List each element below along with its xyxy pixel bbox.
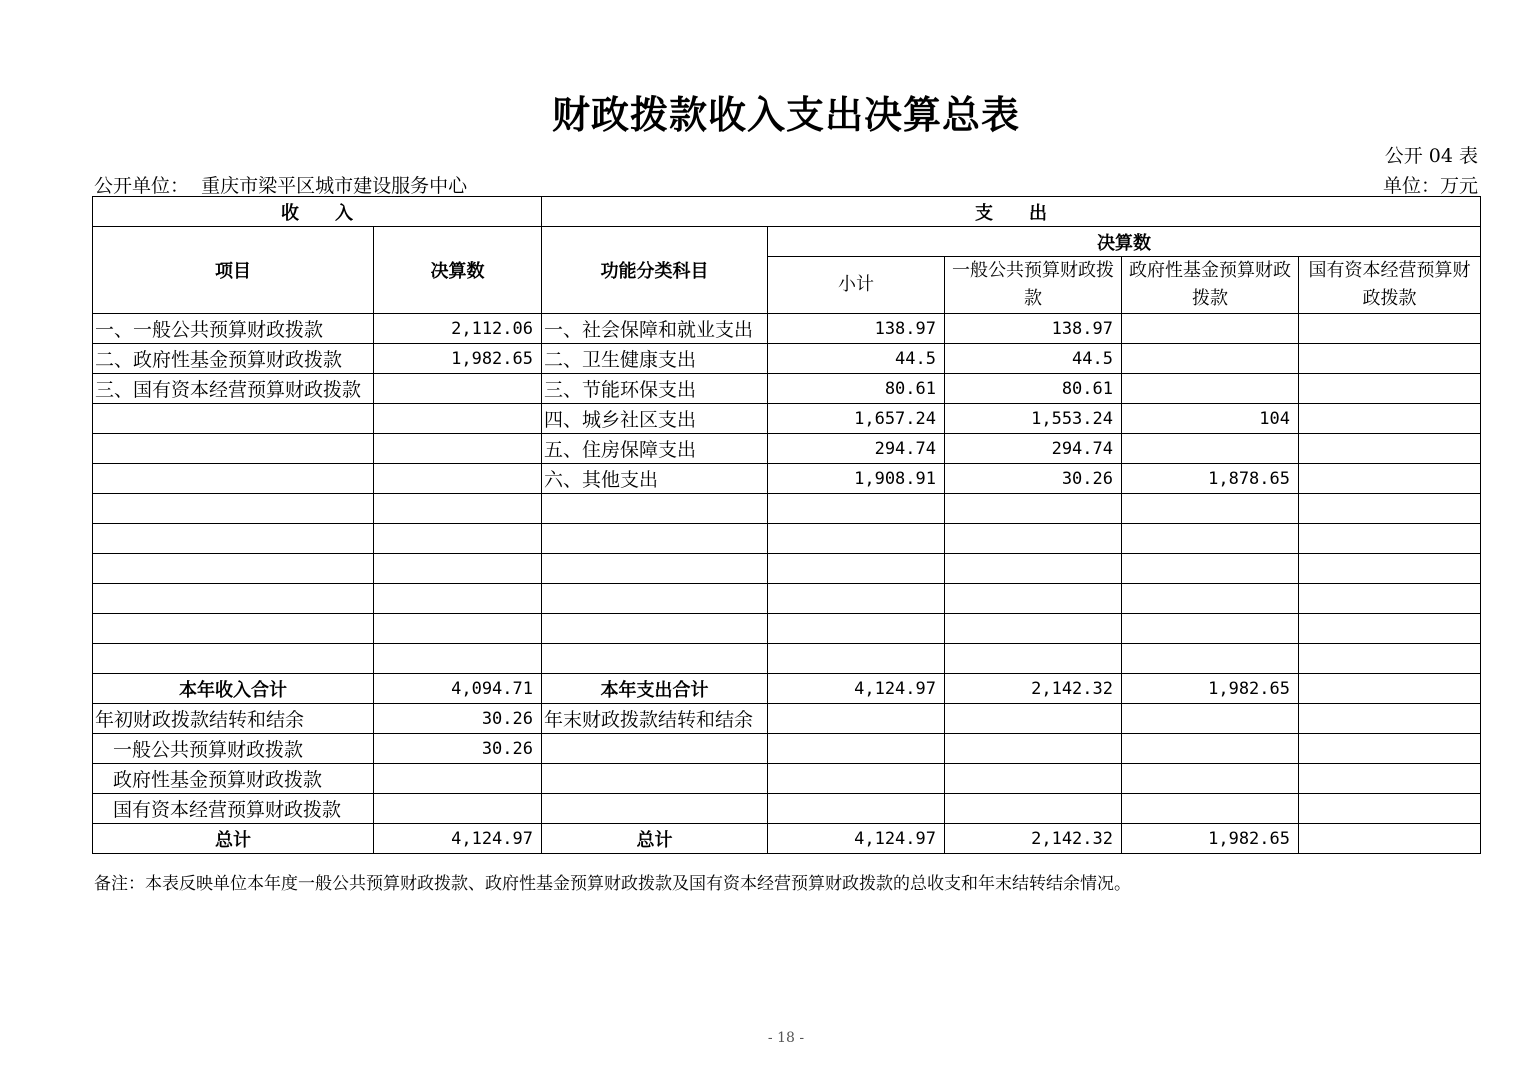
carryover-expense-value <box>945 764 1122 794</box>
expense-item <box>542 554 768 584</box>
income-item: 三、国有资本经营预算财政拨款 <box>93 374 374 404</box>
expense-fund <box>1122 554 1299 584</box>
expense-fund <box>1122 374 1299 404</box>
form-number: 公开 04 表 <box>1384 145 1478 167</box>
fund-budget-header: 政府性基金预算财政拨款 <box>1122 257 1299 314</box>
function-category-header: 功能分类科目 <box>542 227 768 314</box>
expense-fund <box>1122 584 1299 614</box>
unit-row <box>94 171 1478 195</box>
income-total-label: 本年收入合计 <box>93 674 374 704</box>
expense-general: 80.61 <box>945 374 1122 404</box>
expense-state <box>1299 644 1481 674</box>
carryover-expense-value <box>1299 734 1481 764</box>
expense-total-state <box>1299 824 1481 854</box>
carryover-expense-value <box>945 704 1122 734</box>
carryover-row <box>93 734 1481 764</box>
expense-fund <box>1122 644 1299 674</box>
expense-item: 三、节能环保支出 <box>542 374 768 404</box>
expense-state <box>1299 314 1481 344</box>
carryover-income-amount <box>374 764 542 794</box>
carryover-expense-value <box>945 734 1122 764</box>
expense-state <box>1299 524 1481 554</box>
page-number: - 18 - <box>767 1030 805 1046</box>
expense-fund <box>1122 614 1299 644</box>
table-row <box>93 344 1481 374</box>
page-title: 财政拨款收入支出决算总表 <box>551 93 1020 137</box>
income-item <box>93 464 374 494</box>
expense-general <box>945 614 1122 644</box>
expense-total-subtotal: 4,124.97 <box>768 674 945 704</box>
expense-general <box>945 584 1122 614</box>
grand-total-row <box>93 824 1481 854</box>
carryover-expense-value <box>1122 704 1299 734</box>
carryover-expense-item: 年末财政拨款结转和结余 <box>542 704 768 734</box>
expense-state <box>1299 494 1481 524</box>
income-item <box>93 554 374 584</box>
unit-info <box>94 171 467 198</box>
expense-subtotal <box>768 524 945 554</box>
expense-item: 五、住房保障支出 <box>542 434 768 464</box>
table-row <box>93 584 1481 614</box>
table-row <box>93 314 1481 344</box>
expense-fund: 1,878.65 <box>1122 464 1299 494</box>
carryover-income-item: 政府性基金预算财政拨款 <box>93 764 374 794</box>
expense-total-fund: 1,982.65 <box>1122 824 1299 854</box>
footnote: 备注：本表反映单位本年度一般公共预算财政拨款、政府性基金预算财政拨款及国有资本经营预算财政拨款的总收支和年末结转结余情况。 <box>94 874 1131 894</box>
expense-general <box>945 644 1122 674</box>
income-amount <box>374 494 542 524</box>
table-row <box>93 404 1481 434</box>
expense-subtotal <box>768 494 945 524</box>
table-row <box>93 644 1481 674</box>
carryover-row <box>93 764 1481 794</box>
expense-general <box>945 494 1122 524</box>
expense-subtotal: 80.61 <box>768 374 945 404</box>
unit-label: 公开单位： <box>94 175 190 197</box>
carryover-income-amount: 30.26 <box>374 734 542 764</box>
income-amount-header: 决算数 <box>374 227 542 314</box>
income-total-label: 总计 <box>93 824 374 854</box>
year-total-row <box>93 674 1481 704</box>
expense-fund <box>1122 494 1299 524</box>
expense-total-general: 2,142.32 <box>945 824 1122 854</box>
expense-general: 294.74 <box>945 434 1122 464</box>
income-item <box>93 644 374 674</box>
income-item <box>93 614 374 644</box>
income-amount <box>374 524 542 554</box>
carryover-expense-value <box>768 764 945 794</box>
carryover-expense-value <box>768 794 945 824</box>
income-item <box>93 434 374 464</box>
carryover-row <box>93 704 1481 734</box>
income-amount <box>374 644 542 674</box>
expense-state <box>1299 434 1481 464</box>
expense-state <box>1299 464 1481 494</box>
expense-general <box>945 554 1122 584</box>
table-row <box>93 524 1481 554</box>
income-total-amount: 4,094.71 <box>374 674 542 704</box>
final-amount-header: 决算数 <box>768 227 1481 257</box>
expense-fund <box>1122 434 1299 464</box>
item-header: 项目 <box>93 227 374 314</box>
carryover-expense-value <box>1299 704 1481 734</box>
carryover-expense-value <box>1122 734 1299 764</box>
expense-state <box>1299 614 1481 644</box>
carryover-income-amount <box>374 794 542 824</box>
income-item <box>93 584 374 614</box>
income-amount: 1,982.65 <box>374 344 542 374</box>
carryover-expense-value <box>1122 764 1299 794</box>
expense-total-fund: 1,982.65 <box>1122 674 1299 704</box>
expense-subtotal <box>768 584 945 614</box>
expense-item: 一、社会保障和就业支出 <box>542 314 768 344</box>
expense-fund <box>1122 314 1299 344</box>
expense-state <box>1299 554 1481 584</box>
expense-subtotal <box>768 614 945 644</box>
expense-general: 30.26 <box>945 464 1122 494</box>
expense-total-general: 2,142.32 <box>945 674 1122 704</box>
expense-state <box>1299 344 1481 374</box>
expense-fund: 104 <box>1122 404 1299 434</box>
expense-subtotal <box>768 554 945 584</box>
expense-fund <box>1122 344 1299 374</box>
expense-general: 1,553.24 <box>945 404 1122 434</box>
expense-subtotal: 1,908.91 <box>768 464 945 494</box>
income-header: 收 入 <box>93 197 542 227</box>
income-item <box>93 524 374 554</box>
carryover-income-amount: 30.26 <box>374 704 542 734</box>
expense-total-state <box>1299 674 1481 704</box>
expense-item: 二、卫生健康支出 <box>542 344 768 374</box>
income-amount <box>374 554 542 584</box>
income-amount <box>374 434 542 464</box>
expense-item <box>542 524 768 554</box>
income-item: 一、一般公共预算财政拨款 <box>93 314 374 344</box>
income-item <box>93 494 374 524</box>
expense-state <box>1299 584 1481 614</box>
carryover-income-item: 一般公共预算财政拨款 <box>93 734 374 764</box>
expense-total-label: 总计 <box>542 824 768 854</box>
table-row <box>93 464 1481 494</box>
carryover-expense-value <box>1122 794 1299 824</box>
carryover-expense-value <box>768 704 945 734</box>
carryover-expense-value <box>768 734 945 764</box>
table-row <box>93 614 1481 644</box>
carryover-income-item: 国有资本经营预算财政拨款 <box>93 794 374 824</box>
state-capital-header: 国有资本经营预算财政拨款 <box>1299 257 1481 314</box>
expense-fund <box>1122 524 1299 554</box>
carryover-expense-item <box>542 734 768 764</box>
carryover-expense-value <box>945 794 1122 824</box>
table-row <box>93 374 1481 404</box>
currency-unit: 单位：万元 <box>1382 175 1478 197</box>
expense-subtotal: 1,657.24 <box>768 404 945 434</box>
income-total-amount: 4,124.97 <box>374 824 542 854</box>
table-row <box>93 434 1481 464</box>
income-amount <box>374 464 542 494</box>
income-amount <box>374 404 542 434</box>
expense-total-label: 本年支出合计 <box>542 674 768 704</box>
income-amount <box>374 614 542 644</box>
expense-state <box>1299 404 1481 434</box>
expense-header: 支 出 <box>542 197 1481 227</box>
income-amount: 2,112.06 <box>374 314 542 344</box>
general-budget-header: 一般公共预算财政拨款 <box>945 257 1122 314</box>
expense-subtotal <box>768 644 945 674</box>
expense-subtotal: 44.5 <box>768 344 945 374</box>
expense-subtotal: 138.97 <box>768 314 945 344</box>
expense-item <box>542 584 768 614</box>
carryover-expense-value <box>1299 794 1481 824</box>
unit-name: 重庆市梁平区城市建设服务中心 <box>201 175 468 197</box>
income-item: 二、政府性基金预算财政拨款 <box>93 344 374 374</box>
expense-item <box>542 644 768 674</box>
expense-general: 44.5 <box>945 344 1122 374</box>
carryover-row <box>93 794 1481 824</box>
expense-item <box>542 494 768 524</box>
income-amount <box>374 584 542 614</box>
carryover-expense-value <box>1299 764 1481 794</box>
expense-general: 138.97 <box>945 314 1122 344</box>
income-amount <box>374 374 542 404</box>
appropriation-table <box>92 196 1481 854</box>
expense-item: 四、城乡社区支出 <box>542 404 768 434</box>
table-row <box>93 554 1481 584</box>
carryover-expense-item <box>542 794 768 824</box>
expense-item: 六、其他支出 <box>542 464 768 494</box>
subtotal-header: 小计 <box>768 257 945 314</box>
table-row <box>93 494 1481 524</box>
expense-general <box>945 524 1122 554</box>
expense-state <box>1299 374 1481 404</box>
expense-item <box>542 614 768 644</box>
expense-total-subtotal: 4,124.97 <box>768 824 945 854</box>
expense-subtotal: 294.74 <box>768 434 945 464</box>
carryover-income-item: 年初财政拨款结转和结余 <box>93 704 374 734</box>
carryover-expense-item <box>542 764 768 794</box>
income-item <box>93 404 374 434</box>
